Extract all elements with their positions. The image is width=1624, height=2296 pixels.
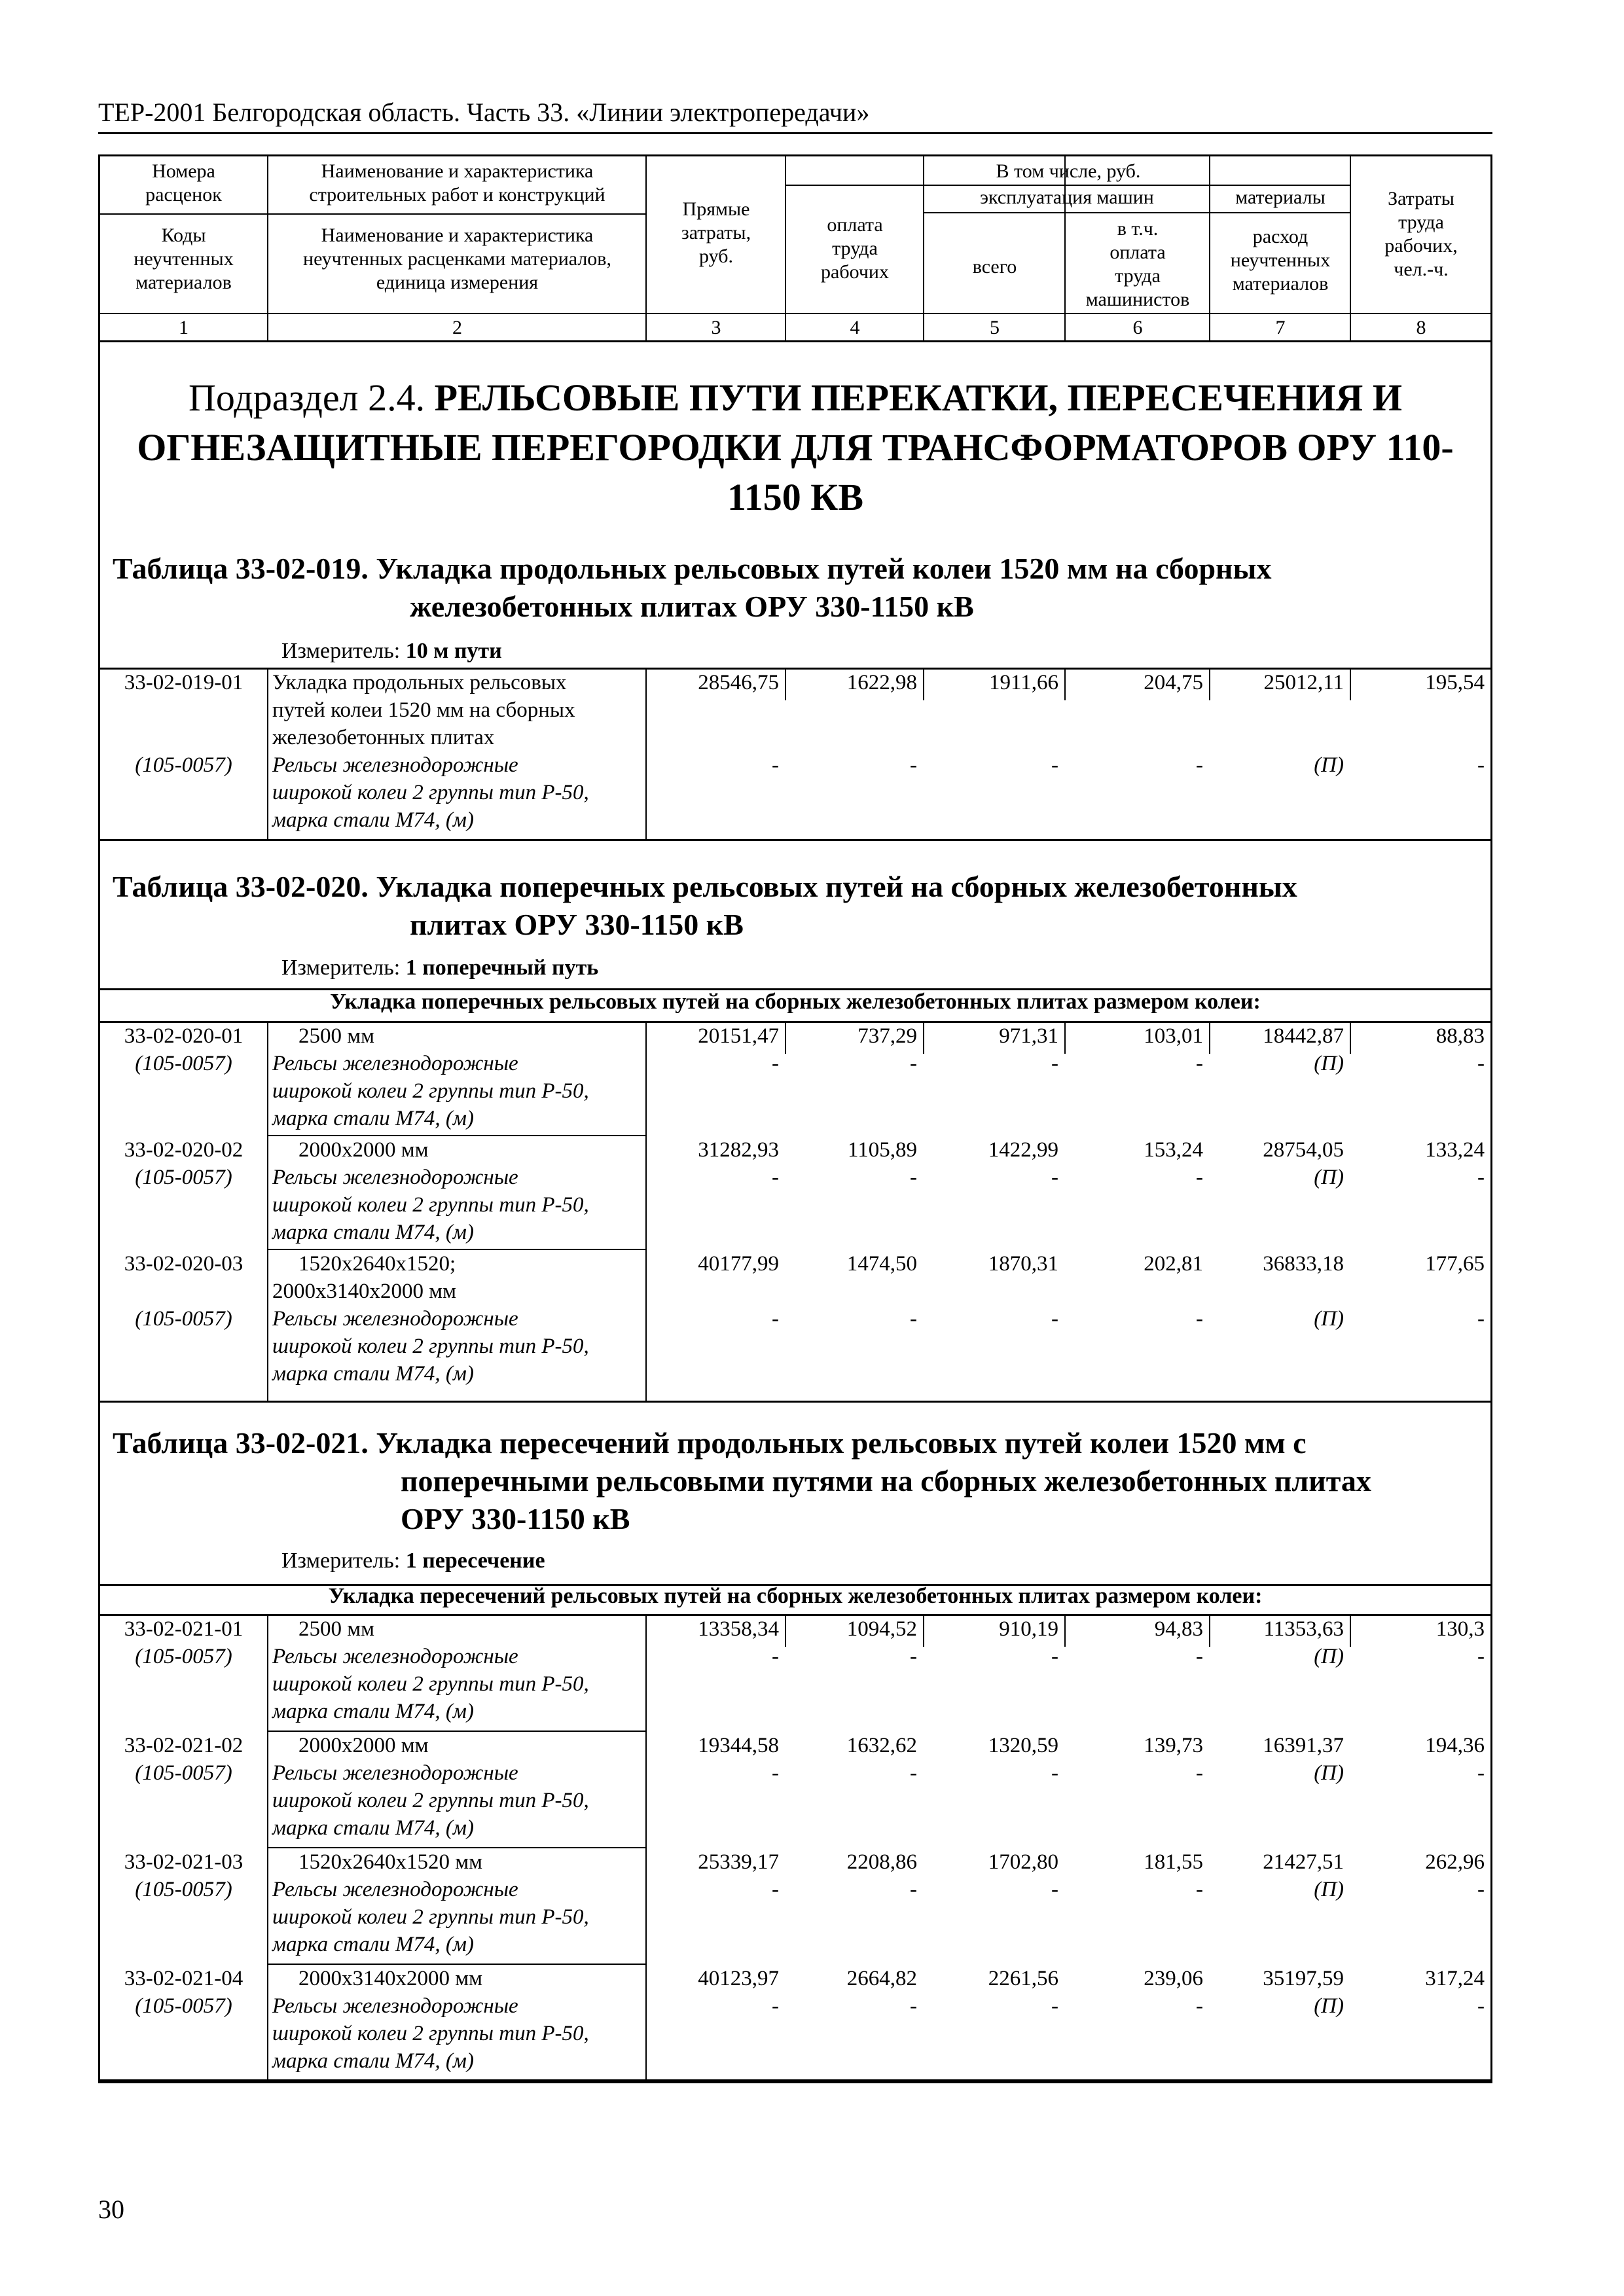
- table-21-group-title: Укладка пересечений рельсовых путей на сборных железобетонных плитах размером колеи:: [328, 1584, 1263, 1608]
- material-code: (105-0057): [135, 1994, 232, 2018]
- rate-code: 33-02-020-03: [124, 1252, 244, 1276]
- cost-value: 31282,93: [698, 1138, 779, 1162]
- grid-hline: [100, 213, 267, 215]
- cost-value: 1632,62: [846, 1734, 917, 1757]
- rate-code: 33-02-019-01: [124, 671, 244, 694]
- material-name: Рельсы железнодорожные: [272, 1878, 518, 1901]
- dash-value: -: [1196, 753, 1203, 777]
- rate-code: 33-02-021-02: [124, 1734, 244, 1757]
- dash-value: -: [772, 1878, 779, 1901]
- cost-value: 910,19: [999, 1617, 1058, 1641]
- material-mark: (П): [1314, 1645, 1344, 1668]
- header-col1-bottom: Коды неучтенных материалов: [134, 224, 234, 293]
- material-mark: (П): [1314, 1994, 1344, 2018]
- material-code: (105-0057): [135, 1878, 232, 1901]
- cost-value: 35197,59: [1263, 1967, 1344, 1990]
- grid-vline: [785, 1614, 786, 1647]
- grid-vline: [923, 1614, 924, 1647]
- cost-value: 737,29: [857, 1024, 917, 1048]
- col-number-6: 6: [1132, 317, 1143, 338]
- dash-value: -: [1477, 1878, 1485, 1901]
- page-number: 30: [98, 2195, 124, 2224]
- header-col4: оплата труда рабочих: [821, 214, 889, 283]
- grid-vline: [645, 1021, 647, 1401]
- material-name: широкой колеи 2 группы тип Р-50,: [272, 1335, 589, 1358]
- cost-value: 40177,99: [698, 1252, 779, 1276]
- cost-value: 1320,59: [988, 1734, 1058, 1757]
- col-number-7: 7: [1275, 317, 1286, 338]
- cost-value: 130,3: [1435, 1617, 1485, 1641]
- cost-value: 1094,52: [846, 1617, 917, 1641]
- cost-value: 94,83: [1154, 1617, 1203, 1641]
- dash-value: -: [1477, 1761, 1485, 1785]
- material-mark: (П): [1314, 753, 1344, 777]
- material-name: Рельсы железнодорожные: [272, 1307, 518, 1331]
- grid-vline: [1350, 1021, 1351, 1054]
- dash-value: -: [772, 1994, 779, 2018]
- grid-hline: [98, 313, 1492, 314]
- header-col8: Затраты труда рабочих, чел.-ч.: [1384, 188, 1458, 280]
- work-name: железобетонных плитах: [272, 726, 495, 749]
- material-name: марка стали М74, (м): [272, 1362, 474, 1386]
- work-name: путей колеи 1520 мм на сборных: [272, 698, 575, 722]
- cost-value: 239,06: [1144, 1967, 1203, 1990]
- cost-value: 133,24: [1425, 1138, 1485, 1162]
- dash-value: -: [910, 1166, 917, 1189]
- header-materials: материалы: [1235, 187, 1326, 208]
- work-name: 2500 мм: [298, 1024, 375, 1048]
- cost-value: 18442,87: [1263, 1024, 1344, 1048]
- cost-value: 11353,63: [1263, 1617, 1344, 1641]
- work-name: Укладка продольных рельсовых: [272, 671, 567, 694]
- cost-value: 204,75: [1144, 671, 1203, 694]
- header-incl: В том числе, руб.: [996, 160, 1141, 182]
- cost-value: 177,65: [1425, 1252, 1485, 1276]
- material-code: (105-0057): [135, 1761, 232, 1785]
- header-col2-top: Наименование и характеристика строительных работ и конструкций: [309, 160, 605, 206]
- dash-value: -: [910, 1645, 917, 1668]
- dash-value: -: [1196, 1052, 1203, 1075]
- header-machines: эксплуатация машин: [980, 187, 1154, 208]
- cost-value: 195,54: [1425, 671, 1485, 694]
- grid-vline: [1350, 668, 1351, 700]
- dash-value: -: [1477, 1052, 1485, 1075]
- work-name: 2000х3140х2000 мм: [298, 1967, 483, 1990]
- col-number-5: 5: [990, 317, 1000, 338]
- dash-value: -: [1477, 1307, 1485, 1331]
- rate-code: 33-02-021-04: [124, 1967, 244, 1990]
- table-19-meter: Измеритель: 10 м пути: [281, 639, 502, 663]
- dash-value: -: [1051, 1761, 1058, 1785]
- subsection-title: Подраздел 2.4. РЕЛЬСОВЫЕ ПУТИ ПЕРЕКАТКИ, ПЕРЕСЕЧЕНИЯ И ОГНЕЗАЩИТНЫЕ ПЕРЕГОРОДКИ ДЛЯ ТРАНСФОРМАТОРОВ ОРУ 110- 1150 КВ: [137, 376, 1454, 518]
- grid-hline: [923, 212, 1350, 213]
- dash-value: -: [910, 1307, 917, 1331]
- cost-value: 202,81: [1144, 1252, 1203, 1276]
- grid-vline: [1064, 1021, 1066, 1054]
- header-col1-top: Номера расценок: [145, 160, 222, 206]
- material-name: марка стали М74, (м): [272, 1933, 474, 1956]
- dash-value: -: [910, 1878, 917, 1901]
- dash-value: -: [1051, 1052, 1058, 1075]
- cost-value: 1474,50: [846, 1252, 917, 1276]
- cost-value: 36833,18: [1263, 1252, 1344, 1276]
- grid-hline: [98, 2081, 1492, 2083]
- rate-code: 33-02-020-02: [124, 1138, 244, 1162]
- work-name: 2000х2000 мм: [298, 1138, 429, 1162]
- dash-value: -: [1196, 1761, 1203, 1785]
- dash-value: -: [910, 1052, 917, 1075]
- material-name: Рельсы железнодорожные: [272, 1052, 518, 1075]
- grid-hline: [98, 340, 1492, 342]
- col-number-8: 8: [1416, 317, 1426, 338]
- material-code: (105-0057): [135, 753, 232, 777]
- dash-value: -: [1196, 1994, 1203, 2018]
- material-mark: (П): [1314, 1307, 1344, 1331]
- dash-value: -: [1477, 753, 1485, 777]
- rate-code: 33-02-021-01: [124, 1617, 244, 1641]
- table-20-title: Таблица 33-02-020. Укладка поперечных рельсовых путей на сборных железобетонных плитах ОРУ 330-1150 кВ: [113, 870, 1297, 941]
- material-name: широкой колеи 2 группы тип Р-50,: [272, 1789, 589, 1812]
- dash-value: -: [772, 1307, 779, 1331]
- material-name: Рельсы железнодорожные: [272, 1761, 518, 1785]
- dash-value: -: [1196, 1645, 1203, 1668]
- header-col7: расход неучтенных материалов: [1230, 226, 1331, 295]
- material-code: (105-0057): [135, 1307, 232, 1331]
- material-code: (105-0057): [135, 1166, 232, 1189]
- col-number-3: 3: [711, 317, 721, 338]
- grid-hline: [98, 839, 1492, 841]
- cost-value: 25012,11: [1263, 671, 1344, 694]
- cost-value: 262,96: [1425, 1850, 1485, 1874]
- material-name: широкой колеи 2 группы тип Р-50,: [272, 2022, 589, 2045]
- material-name: широкой колеи 2 группы тип Р-50,: [272, 1905, 589, 1929]
- material-name: Рельсы железнодорожные: [272, 1994, 518, 2018]
- table-20-meter: Измеритель: 1 поперечный путь: [281, 956, 599, 980]
- cost-value: 139,73: [1144, 1734, 1203, 1757]
- material-name: широкой колеи 2 группы тип Р-50,: [272, 781, 589, 804]
- material-name: марка стали М74, (м): [272, 1700, 474, 1723]
- grid-vline: [1209, 668, 1210, 700]
- dash-value: -: [1051, 1994, 1058, 2018]
- material-name: марка стали М74, (м): [272, 1816, 474, 1840]
- grid-vline: [923, 668, 924, 700]
- cost-value: 16391,37: [1263, 1734, 1344, 1757]
- cost-value: 20151,47: [698, 1024, 779, 1048]
- table-21-meter: Измеритель: 1 пересечение: [281, 1549, 545, 1573]
- grid-vline: [1209, 1021, 1210, 1054]
- dash-value: -: [1051, 753, 1058, 777]
- dash-value: -: [772, 1052, 779, 1075]
- col-number-4: 4: [850, 317, 860, 338]
- rate-code: 33-02-021-03: [124, 1850, 244, 1874]
- dash-value: -: [1051, 1166, 1058, 1189]
- work-name: 2000х2000 мм: [298, 1734, 429, 1757]
- dash-value: -: [1051, 1307, 1058, 1331]
- grid-vline: [645, 1614, 647, 2081]
- material-mark: (П): [1314, 1052, 1344, 1075]
- grid-vline: [1064, 1614, 1066, 1647]
- material-name: марка стали М74, (м): [272, 1221, 474, 1244]
- dash-value: -: [1196, 1878, 1203, 1901]
- work-name: 1520х2640х1520;: [298, 1252, 456, 1276]
- work-name: 2000х3140х2000 мм: [272, 1280, 457, 1303]
- cost-value: 2664,82: [846, 1967, 917, 1990]
- dash-value: -: [772, 753, 779, 777]
- dash-value: -: [910, 1994, 917, 2018]
- table-20-group-title: Укладка поперечных рельсовых путей на сборных железобетонных плитах размером колеи:: [330, 990, 1261, 1014]
- cost-value: 28546,75: [698, 671, 779, 694]
- header-col3: Прямые затраты, руб.: [681, 198, 751, 267]
- material-name: Рельсы железнодорожные: [272, 1645, 518, 1668]
- dash-value: -: [1051, 1645, 1058, 1668]
- cost-value: 25339,17: [698, 1850, 779, 1874]
- cost-value: 317,24: [1425, 1967, 1485, 1990]
- material-mark: (П): [1314, 1761, 1344, 1785]
- cost-value: 1702,80: [988, 1850, 1058, 1874]
- work-name: 1520х2640х1520 мм: [298, 1850, 483, 1874]
- cost-value: 1911,66: [988, 671, 1058, 694]
- cost-value: 2261,56: [988, 1967, 1058, 1990]
- material-code: (105-0057): [135, 1052, 232, 1075]
- grid-vline: [267, 1021, 268, 1401]
- dash-value: -: [772, 1166, 779, 1189]
- table-21-title: Таблица 33-02-021. Укладка пересечений продольных рельсовых путей колеи 1520 мм с поперечными рельсовыми путями на сборных железобетонных плитах ОРУ 330-1150 кВ: [113, 1426, 1371, 1535]
- cost-value: 88,83: [1435, 1024, 1485, 1048]
- cost-value: 19344,58: [698, 1734, 779, 1757]
- header-col5: всего: [972, 256, 1017, 278]
- cost-value: 28754,05: [1263, 1138, 1344, 1162]
- material-code: (105-0057): [135, 1645, 232, 1668]
- col-number-2: 2: [452, 317, 462, 338]
- cost-value: 971,31: [999, 1024, 1058, 1048]
- dash-value: -: [772, 1645, 779, 1668]
- cost-value: 194,36: [1425, 1734, 1485, 1757]
- grid-vline: [1064, 668, 1066, 700]
- grid-hline: [98, 1401, 1492, 1403]
- dash-value: -: [910, 1761, 917, 1785]
- cost-value: 1105,89: [847, 1138, 917, 1162]
- cost-value: 103,01: [1144, 1024, 1203, 1048]
- material-name: марка стали М74, (м): [272, 808, 474, 832]
- col-number-1: 1: [179, 317, 189, 338]
- cost-value: 153,24: [1144, 1138, 1203, 1162]
- cost-value: 2208,86: [846, 1850, 917, 1874]
- grid-vline: [267, 668, 268, 839]
- dash-value: -: [1196, 1307, 1203, 1331]
- cost-value: 181,55: [1144, 1850, 1203, 1874]
- header-col6: в т.ч. оплата труда машинистов: [1085, 218, 1190, 310]
- cost-value: 1622,98: [846, 671, 917, 694]
- rate-code: 33-02-020-01: [124, 1024, 244, 1048]
- grid-vline: [785, 668, 786, 700]
- dash-value: -: [772, 1761, 779, 1785]
- work-name: 2500 мм: [298, 1617, 375, 1641]
- material-name: широкой колеи 2 группы тип Р-50,: [272, 1079, 589, 1103]
- cost-value: 1422,99: [988, 1138, 1058, 1162]
- dash-value: -: [910, 753, 917, 777]
- dash-value: -: [1477, 1994, 1485, 2018]
- cost-value: 40123,97: [698, 1967, 779, 1990]
- material-mark: (П): [1314, 1878, 1344, 1901]
- material-name: марка стали М74, (м): [272, 1107, 474, 1130]
- header-rule: [98, 132, 1492, 134]
- cost-value: 1870,31: [988, 1252, 1058, 1276]
- grid-vline: [1209, 1614, 1210, 1647]
- dash-value: -: [1196, 1166, 1203, 1189]
- material-name: широкой колеи 2 группы тип Р-50,: [272, 1672, 589, 1696]
- material-mark: (П): [1314, 1166, 1344, 1189]
- dash-value: -: [1477, 1166, 1485, 1189]
- material-name: Рельсы железнодорожные: [272, 1166, 518, 1189]
- grid-vline: [267, 1614, 268, 2081]
- grid-hline: [267, 213, 645, 215]
- grid-vline: [923, 1021, 924, 1054]
- grid-vline: [785, 1021, 786, 1054]
- table-19-title: Таблица 33-02-019. Укладка продольных рельсовых путей колеи 1520 мм на сборных железобетонных плитах ОРУ 330-1150 кВ: [113, 552, 1272, 623]
- material-name: марка стали М74, (м): [272, 2049, 474, 2073]
- running-head: ТЕР-2001 Белгородская область. Часть 33. «Линии электропередачи»: [98, 98, 870, 127]
- cost-value: 21427,51: [1263, 1850, 1344, 1874]
- material-name: Рельсы железнодорожные: [272, 753, 518, 777]
- cost-value: 13358,34: [698, 1617, 779, 1641]
- grid-vline: [645, 668, 647, 839]
- dash-value: -: [1051, 1878, 1058, 1901]
- dash-value: -: [1477, 1645, 1485, 1668]
- grid-vline: [1350, 1614, 1351, 1647]
- header-col2-bottom: Наименование и характеристика неучтенных расценками материалов, единица измерения: [303, 224, 611, 293]
- material-name: широкой колеи 2 группы тип Р-50,: [272, 1193, 589, 1217]
